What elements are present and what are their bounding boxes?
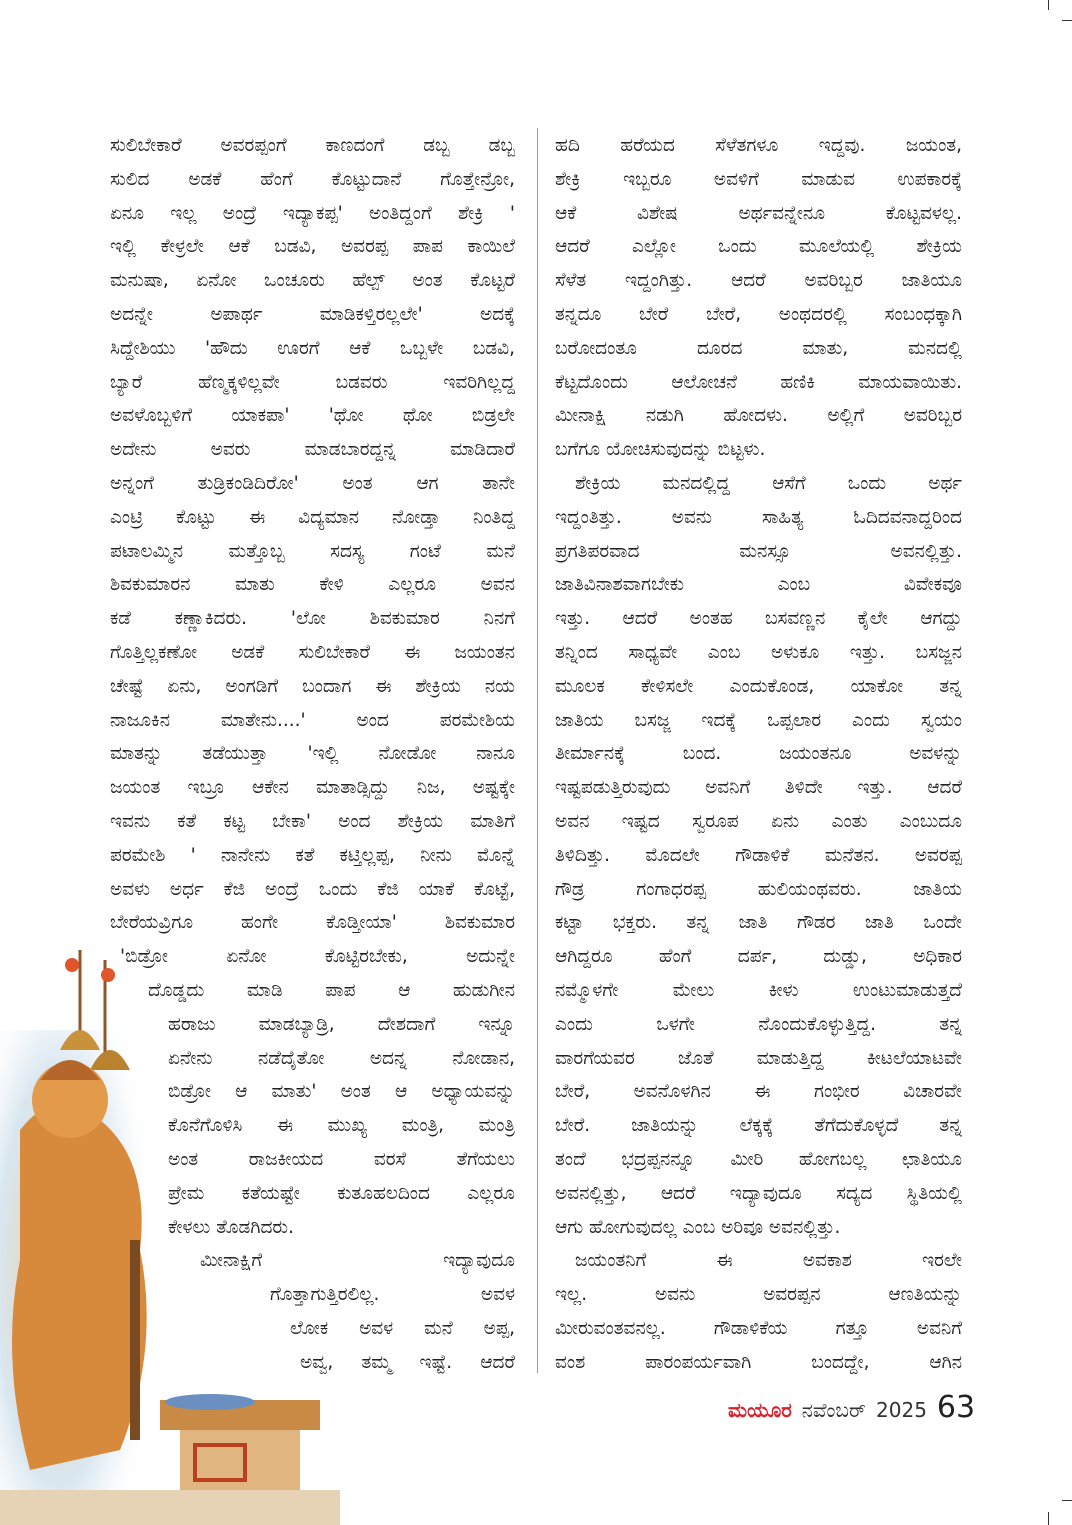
text-line: ಅದೇನು ಅವರು ಮಾಡಬಾರದ್ದನ್ನ ಮಾಡಿದಾರೆ xyxy=(110,439,515,461)
text-line: ದೊಡ್ಡದು ಮಾಡಿ ಪಾಪ ಆ ಹುಡುಗೀನ xyxy=(148,980,515,1001)
text-line: ತನ್ನಿಂದ ಸಾಧ್ಯವೇ ಎಂಬ ಅಳುಕೂ ಇತ್ತು. ಬಸಜ್ಜನ xyxy=(555,642,962,663)
text-line: ಅವಳು ಅರ್ಧ ಕೆಜಿ ಅಂದ್ರೆ ಒಂದು ಕೆಜಿ ಯಾಕೆ ಕೊಟ್ಟೆ, xyxy=(110,878,515,900)
text-line: ಹದಿ ಹರೆಯದ ಸೆಳೆತಗಳೂ ಇದ್ದವು. ಜಯಂತ, xyxy=(555,135,962,156)
text-line: ಆಗು ಹೋಗುವುದಲ್ಲ ಎಂಬ ಅರಿವೂ ಅವನಲ್ಲಿತ್ತು. xyxy=(555,1216,841,1238)
text-line: ಇವನು ಕತೆ ಕಟ್ಟ ಬೇಕಾ' ಅಂದ ಶೇಕ್ರಿಯ ಮಾತಿಗೆ xyxy=(110,811,515,832)
text-line: ನಾಜೂಕಿನ ಮಾತೇನು....' ಅಂದ ಪರಮೇಶಿಯ xyxy=(110,709,515,731)
text-line: ಜಾತಿಯ ಬಸಜ್ಜ ಇದಕ್ಕೆ ಒಪ್ಪಲಾರ ಎಂದು ಸ್ವಯಂ xyxy=(555,709,962,731)
text-line: ಲೋಕ ಅವಳ ಮನೆ ಅಪ್ಪ, xyxy=(290,1318,515,1339)
crop-mark xyxy=(1048,0,1049,10)
text-line: ತಿಳಿದಿತ್ತು. ಮೊದಲೇ ಗೌಡಾಳಿಕೆ ಮನೆತನ. ಅವರಪ್ಪ xyxy=(555,844,962,866)
text-line: ಆಗಿದ್ದರೂ ಹೆಂಗೆ ದರ್ಪ, ದುಡ್ಡು, ಅಧಿಕಾರ xyxy=(555,946,962,968)
text-line: ಕೇಳಲು ತೊಡಗಿದರು. xyxy=(168,1216,294,1238)
text-line: ಪಟಾಲಮ್ಮಿನ ಮತ್ತೊಬ್ಬ ಸದಸ್ಯ ಗಂಟೆ ಮನೆ xyxy=(110,540,515,562)
text-line: ಗೊತ್ತಾಗುತ್ತಿರಲಿಲ್ಲ. ಅವಳ xyxy=(270,1284,515,1306)
text-line: ಅವಳೊಬ್ಬಳಿಗೆ ಯಾಕಪಾ' 'ಥೋ ಥೋ ಬಿಡ್ರಲೇ xyxy=(110,405,515,427)
text-line: ಮೂಲಕ ಕೇಳಿಸಲೇ ಎಂದುಕೊಂಡ, ಯಾಕೋ ತನ್ನ xyxy=(555,675,962,697)
text-line: ತೀರ್ಮಾನಕ್ಕೆ ಬಂದ. ಜಯಂತನೂ ಅವಳನ್ನು xyxy=(555,743,962,765)
text-line: ಬಿಡ್ರೋ ಆ ಮಾತು' ಅಂತ ಆ ಅಧ್ಯಾಯವನ್ನು xyxy=(168,1081,515,1103)
text-line: 'ಬಿಡ್ರೋ ಏನೋ ಕೊಟ್ಟಿರಬೇಕು, ಅದುನ್ನೇ xyxy=(120,946,515,968)
text-line: ಬರೋದಂತೂ ದೂರದ ಮಾತು, ಮನದಲ್ಲಿ xyxy=(555,337,962,359)
page-footer xyxy=(728,1390,975,1430)
text-line: ಪ್ರೇಮ ಕತೆಯಷ್ಟೇ ಕುತೂಹಲದಿಂದ ಎಲ್ಲರೂ xyxy=(168,1182,515,1204)
crop-mark xyxy=(1062,20,1072,21)
text-line: ಬೇರೆ. ಜಾತಿಯನ್ನು ಲೆಕ್ಕಕ್ಕೆ ತೆಗೆದುಕೊಳ್ಳದೆ ತನ್ನ xyxy=(555,1115,962,1137)
text-line: ಹರಾಜು ಮಾಡಬ್ಯಾಡ್ರಿ, ದೇಶದಾಗೆ ಇನ್ನೂ xyxy=(168,1013,515,1035)
text-line: ಮನುಷಾ, ಏನೋ ಒಂಚೂರು ಹೆಲ್ಪ್ ಅಂತ ಕೊಟ್ಟರೆ xyxy=(110,270,515,292)
text-line: ಬ್ಯಾರೆ ಹೆಣ್ಮಕ್ಕಳಿಲ್ಲವೇ ಬಡವರು ಇವರಿಗಿಲ್ಲದ್ದ xyxy=(110,371,515,393)
text-line: ಅದನ್ನೇ ಅಪಾರ್ಥ ಮಾಡಿಕಳ್ತಿರಲ್ಲಲೇ' ಅದಕ್ಕೆ xyxy=(110,304,515,325)
crop-mark xyxy=(1048,1512,1049,1525)
text-line: ಮೀನಾಕ್ಷಿಗೆ ಇದ್ಯಾವುದೂ xyxy=(200,1250,515,1272)
text-line: ಆದರೆ ಎಲ್ಲೋ ಒಂದು ಮೂಲೆಯಲ್ಲಿ ಶೇಕ್ರಿಯ xyxy=(555,236,962,258)
text-line: ಸೆಳೆತ ಇದ್ದಂಗಿತ್ತು. ಆದರೆ ಅವರಿಬ್ಬರ ಜಾತಿಯೂ xyxy=(555,270,962,292)
text-line: ಮೀರುವಂತವನಲ್ಲ. ಗೌಡಾಳಿಕೆಯ ಗತ್ತೂ ಅವನಿಗೆ xyxy=(555,1318,962,1339)
text-line: ಶೇಕ್ರಿ ಇಬ್ಬರೂ ಅವಳಿಗೆ ಮಾಡುವ ಉಪಕಾರಕ್ಕೆ xyxy=(555,168,962,190)
text-line: ಏನೂ ಇಲ್ಲ ಅಂದ್ರೆ ಇದ್ಯಾಕಪ್ಪ' ಅಂತಿದ್ದಂಗೆ ಶೇಕ್ರಿ ' xyxy=(110,202,515,224)
text-line: ಇಲ್ಲಿ ಕೇಳ್ರಲೇ ಆಕೆ ಬಡವಿ, ಅವರಪ್ಪ ಪಾಪ ಕಾಯಿಲೆ xyxy=(110,236,515,258)
text-line: ಇಷ್ಟಪಡುತ್ತಿರುವುದು ಅವನಿಗೆ ತಿಳಿದೇ ಇತ್ತು. ಆದರೆ xyxy=(555,777,962,799)
text-line: ಅವ್ವ, ತಮ್ಮ ಇಷ್ಟೆ. ಆದರೆ xyxy=(300,1351,515,1373)
text-line: ಜಾತಿವಿನಾಶವಾಗಬೇಕು ಎಂಬ ವಿವೇಕವೂ xyxy=(555,574,962,596)
text-line: ಸುಲಿದ ಅಡಕೆ ಹೆಂಗೆ ಕೊಟ್ಟುದಾನೆ ಗೊತ್ತೇನ್ರೋ, xyxy=(110,168,515,190)
text-line: ಅವನ ಇಷ್ಟದ ಸ್ವರೂಪ ಏನು ಎಂತು ಎಂಬುದೂ xyxy=(555,811,962,832)
text-line: ಚೇಷ್ಟೆ ಏನು, ಅಂಗಡಿಗೆ ಬಂದಾಗ ಈ ಶೇಕ್ರಿಯ ನಯ xyxy=(110,675,515,697)
text-line: ಅನ್ನಂಗೆ ತುಡ್ರಿಕಂಡಿದಿರೋ' ಅಂತ ಆಗ ತಾನೇ xyxy=(110,473,515,494)
text-line: ಪರಮೇಶಿ ' ನಾನೇನು ಕತೆ ಕಟ್ತಿಲ್ಲಪ್ಪ, ನೀನು ಮೊನ್ನೆ xyxy=(110,844,515,866)
text-line: ಶೇಕ್ರಿಯ ಮನದಲ್ಲಿದ್ದ ಆಸೆಗೆ ಒಂದು ಅರ್ಥ xyxy=(575,473,962,494)
text-line: ಅಂತ ರಾಜಕೀಯದ ವರಸೆ ತೆಗೆಯಲು xyxy=(168,1149,515,1170)
magazine-logo: ಮಯೂರ xyxy=(728,1398,792,1422)
text-line: ಬೇರೆ, ಅವನೊಳಗಿನ ಈ ಗಂಭೀರ ವಿಚಾರವೇ xyxy=(555,1081,962,1103)
text-line: ಸುಲಿಬೇಕಾರೆ ಅವರಪ್ಪಂಗೆ ಕಾಣದಂಗೆ ಡಬ್ಬ ಡಬ್ಬ xyxy=(110,135,515,156)
text-line: ಸಿದ್ದೇಶಿಯು 'ಹೌದು ಊರಗೆ ಆಕೆ ಒಬ್ಬಳೇ ಬಡವಿ, xyxy=(110,337,515,359)
text-line: ಇದ್ದಂತಿತ್ತು. ಅವನು ಸಾಹಿತ್ಯ ಓದಿದವನಾದ್ದರಿಂದ xyxy=(555,506,962,528)
text-line: ಮಾತನ್ನು ತಡೆಯುತ್ತಾ 'ಇಲ್ಲಿ ನೋಡೋ ನಾನೂ xyxy=(110,743,515,765)
text-line: ಮೀನಾಕ್ಷಿ ನಡುಗಿ ಹೋದಳು. ಅಲ್ಲಿಗೆ ಅವರಿಬ್ಬರ xyxy=(555,405,962,427)
text-line: ತಂದೆ ಭದ್ರಪ್ಪನನ್ನೂ ಮೀರಿ ಹೋಗಬಲ್ಲ ಛಾತಿಯೂ xyxy=(555,1149,962,1170)
text-line: ಅವನಲ್ಲಿತ್ತು, ಆದರೆ ಇದ್ಯಾವುದೂ ಸದ್ಯದ ಸ್ಥಿತಿಯಲ್ಲಿ xyxy=(555,1182,962,1204)
text-line: ಗೌಡ್ರ ಗಂಗಾಧರಪ್ಪ ಹುಲಿಯಂಥವರು. ಜಾತಿಯ xyxy=(555,878,962,900)
text-line: ತನ್ನದೂ ಬೇರೆ ಬೇರೆ, ಅಂಥದರಲ್ಲಿ ಸಂಬಂಧಕ್ಕಾಗಿ xyxy=(555,304,962,325)
issue-month: ನವೆಂಬರ್ xyxy=(801,1398,867,1422)
text-line: ಏನೇನು ನಡೆದೈತೋ ಅದನ್ನ ನೋಡಾನ, xyxy=(168,1047,515,1069)
text-line: ಇಲ್ಲ. ಅವನು ಅವರಪ್ಪನ ಆಣತಿಯನ್ನು xyxy=(555,1284,962,1306)
column-divider xyxy=(537,128,538,1373)
issue-year: 2025 xyxy=(876,1398,927,1422)
text-line: ಜಯಂತ ಇಬ್ರೂ ಆಕೇನ ಮಾತಾಡ್ಸಿದ್ದು ನಿಜ, ಅಷ್ಟಕ್ಕೇ xyxy=(110,777,515,799)
text-line: ಶಿವಕುಮಾರನ ಮಾತು ಕೇಳಿ ಎಲ್ಲರೂ ಅವನ xyxy=(110,574,515,596)
text-line: ಕಟ್ಟಾ ಭಕ್ತರು. ತನ್ನ ಜಾತಿ ಗೌಡರ ಜಾತಿ ಒಂದೇ xyxy=(555,912,962,934)
text-line: ಕೊನೆಗೊಳಿಸಿ ಈ ಮುಖ್ಯ ಮಂತ್ರಿ, ಮಂತ್ರಿ xyxy=(168,1115,515,1137)
text-line: ಬೇರೆಯವ್ರಿಗೂ ಹಂಗೇ ಕೊಡ್ತೀಯಾ' ಶಿವಕುಮಾರ xyxy=(110,912,515,934)
crop-mark xyxy=(1062,1500,1072,1501)
text-line: ಆಕೆ ವಿಶೇಷ ಅರ್ಥವನ್ನೇನೂ ಕೊಟ್ಟವಳಲ್ಲ. xyxy=(555,202,962,224)
text-line: ಎಂದು ಒಳಗೇ ನೊಂದುಕೊಳ್ಳುತ್ತಿದ್ದ. ತನ್ನ xyxy=(555,1013,962,1035)
text-line: ಪ್ರಗತಿಪರವಾದ ಮನಸ್ಸೂ ಅವನಲ್ಲಿತ್ತು. xyxy=(555,540,962,562)
text-line: ಕೆಟ್ಟದೊಂದು ಆಲೋಚನೆ ಹಣಿಕಿ ಮಾಯವಾಯಿತು. xyxy=(555,371,962,393)
text-line: ಎಂಟ್ರಿ ಕೊಟ್ಟು ಈ ವಿದ್ಯಮಾನ ನೋಡ್ತಾ ನಿಂತಿದ್ದ xyxy=(110,506,515,528)
text-line: ನಮ್ಮೊಳಗೇ ಮೇಲು ಕೀಳು ಉಂಟುಮಾಡುತ್ತದೆ xyxy=(555,980,962,1001)
page-number: 63 xyxy=(936,1390,976,1425)
text-line: ಗೊತ್ತಿಲ್ಲಕಣೋ ಅಡಕೆ ಸುಲಿಬೇಕಾರೆ ಈ ಜಯಂತನ xyxy=(110,642,515,663)
text-line: ಬಗೆಗೂ ಯೋಚಿಸುವುದನ್ನು ಬಿಟ್ಟಳು. xyxy=(555,439,766,461)
text-line: ಕಡೆ ಕಣ್ಣಾಕಿದರು. 'ಲೋ ಶಿವಕುಮಾರ ನಿನಗೆ xyxy=(110,608,515,630)
text-line: ವಾರಗೆಯವರ ಜೊತೆ ಮಾಡುತ್ತಿದ್ದ ಕೀಟಲೆಯಾಟವೇ xyxy=(555,1047,962,1069)
text-line: ಜಯಂತನಿಗೆ ಈ ಅವಕಾಶ ಇರಲೇ xyxy=(575,1250,962,1272)
text-line: ಇತ್ತು. ಆದರೆ ಅಂತಹ ಬಸವಣ್ಣನ ಕೈಲೇ ಆಗದ್ದು xyxy=(555,608,962,630)
text-line: ವಂಶ ಪಾರಂಪರ್ಯವಾಗಿ ಬಂದದ್ದೇ, ಆಗಿನ xyxy=(555,1351,962,1373)
